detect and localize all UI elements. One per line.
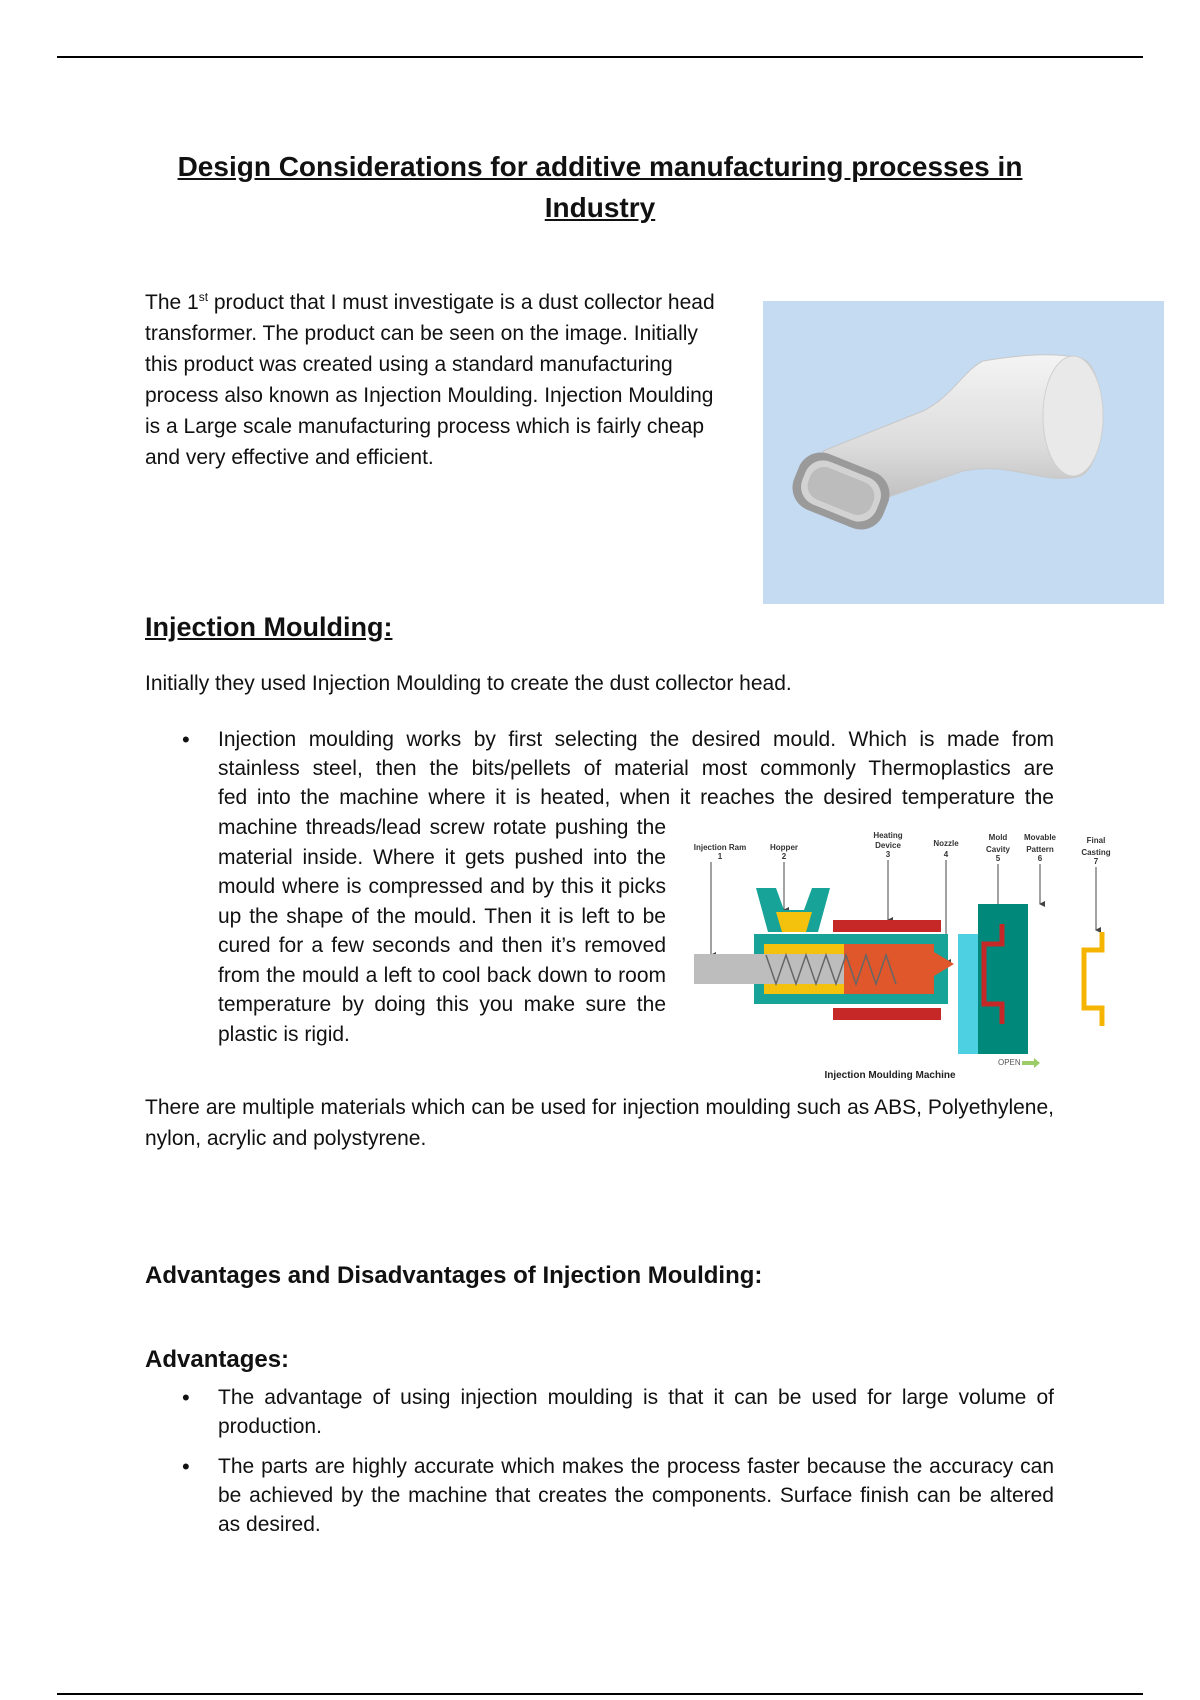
label-heating-1: Heating	[873, 831, 903, 840]
label-final-num: 7	[1093, 857, 1099, 866]
bullet-glyph: •	[182, 1454, 190, 1479]
dust-collector-image	[763, 301, 1164, 604]
label-final-2: Casting	[1081, 848, 1111, 857]
materials-paragraph: There are multiple materials which can be used for injection moulding such as ABS, Polyethylene, nylon, acrylic and polystyrene.	[145, 1096, 1054, 1150]
label-heating-2: Device	[875, 841, 901, 850]
bottom-rule	[57, 1693, 1143, 1695]
label-hopper: Hopper	[770, 843, 798, 852]
label-nozzle: Nozzle	[933, 839, 959, 848]
advantage-item-1: The advantage of using injection moulding is that it can be used for large volume of production.	[218, 1386, 1054, 1438]
injection-intro-text: Initially they used Injection Moulding to create the dust collector head.	[145, 672, 792, 695]
label-movable-2: Pattern	[1026, 845, 1054, 854]
advantage-item-2: The parts are highly accurate which makes the process faster because the accuracy can be achieved by the machine that creates the components. Surface finish can be altered as desired.	[218, 1455, 1054, 1536]
label-mold-num: 5	[995, 854, 1001, 863]
bullet-glyph: •	[182, 727, 190, 752]
label-injection-ram: Injection Ram	[693, 843, 747, 852]
bullet-glyph: •	[182, 1385, 190, 1410]
advantages-disadvantages-heading: Advantages and Disadvantages of Injection Moulding:	[145, 1262, 763, 1289]
label-nozzle-num: 4	[943, 850, 949, 859]
intro-paragraph: The 1st product that I must investigate is a dust collector head transformer. The product can be seen on the image. Initially this product was created using a standard manufacturing process also known as Injection Moulding. Injection Moulding is a Large scale manufacturing process which is fairly cheap and very effective and efficient.	[145, 290, 715, 469]
process-text-line-3: fed into the machine where it is heated, when it reaches the desired temperature the	[218, 786, 1054, 809]
label-mold-2: Cavity	[985, 845, 1011, 854]
label-injection-ram-num: 1	[717, 852, 723, 861]
machine-schematic	[684, 822, 1128, 1080]
process-text-rest: machine threads/lead screw rotate pushing the material inside. Where it gets pushed into the mould where is compressed and by this it picks up the shape of the mould. Then it is left to be cured for a few seconds and then it’s removed from the mould a left to cool back down to room temperature by doing this you make sure the plastic is rigid.	[218, 816, 666, 1046]
diagram-caption: Injection Moulding Machine	[824, 1070, 956, 1080]
label-final-1: Final	[1086, 836, 1106, 845]
label-mold-1: Mold	[988, 833, 1008, 842]
top-rule	[57, 56, 1143, 58]
advantages-heading: Advantages:	[145, 1346, 290, 1373]
label-hopper-num: 2	[781, 852, 787, 861]
label-movable-num: 6	[1037, 854, 1043, 863]
injection-moulding-diagram	[684, 822, 1128, 1080]
page-title: Design Considerations for additive manufacturing processes in Industry	[177, 151, 1023, 223]
dust-collector-illustration	[763, 301, 1164, 604]
label-open: OPEN	[998, 1058, 1021, 1067]
process-text-line-2: stainless steel, then the bits/pellets of material most commonly Thermoplastics are	[218, 757, 1054, 780]
label-movable-1: Movable	[1023, 833, 1057, 842]
label-heating-num: 3	[885, 850, 891, 859]
injection-moulding-heading: Injection Moulding:	[145, 612, 393, 642]
process-text-line-1: Injection moulding works by first selecting the desired mould. Which is made from	[218, 728, 1054, 751]
